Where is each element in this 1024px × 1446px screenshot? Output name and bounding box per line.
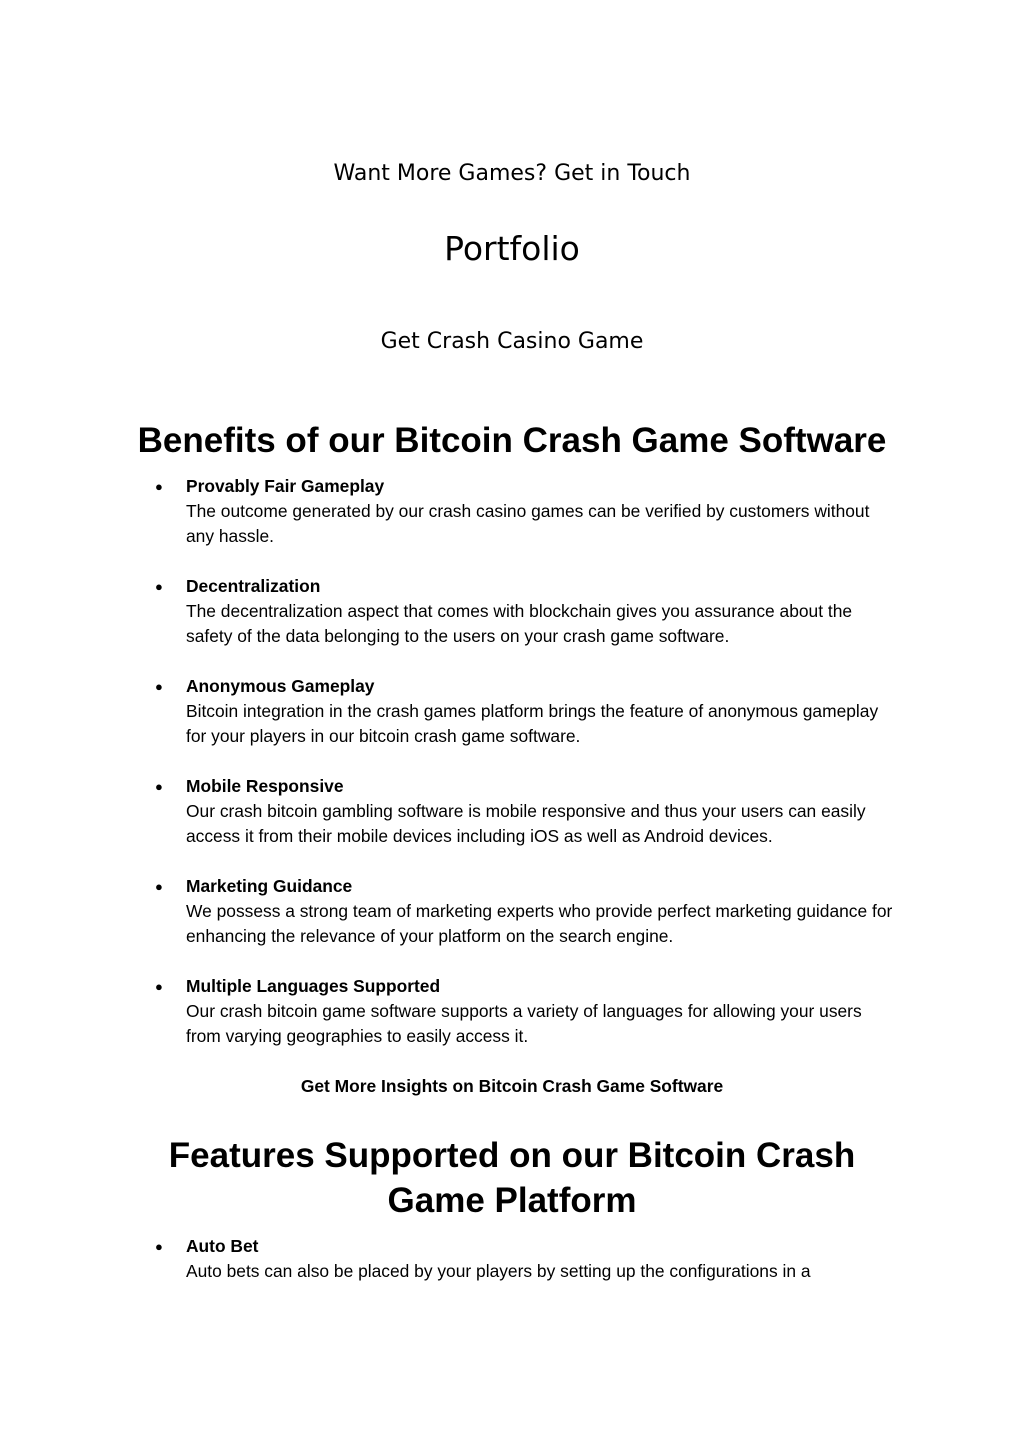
item-description: Bitcoin integration in the crash games platform brings the feature of anonymous gameplay for your players in our bitcoin crash game software. [186,701,879,746]
benefits-list [0,474,1024,1074]
list-item [0,874,1024,949]
features-list [0,1234,1024,1309]
item-title: Decentralization [186,576,321,596]
item-title: Multiple Languages Supported [186,976,441,996]
heading-features: Features Supported on our Bitcoin Crash Game Platform [168,1136,856,1220]
list-item [0,674,1024,749]
item-title: Mobile Responsive [186,776,344,796]
bullet-icon: ● [155,979,163,994]
list-item [0,474,1024,549]
item-description: We possess a strong team of marketing experts who provide perfect marketing guidance for enhancing the relevance of your platform on the search engine. [186,901,893,946]
list-item [0,1234,1024,1284]
bullet-icon: ● [155,879,163,894]
item-title: Anonymous Gameplay [186,676,375,696]
link-portfolio[interactable]: Portfolio [444,229,580,268]
bullet-icon: ● [155,579,163,594]
list-item [0,574,1024,649]
item-description: The outcome generated by our crash casino games can be verified by customers without any hassle. [186,501,870,546]
item-title: Provably Fair Gameplay [186,476,385,496]
bullet-icon: ● [155,1239,163,1254]
list-item [0,974,1024,1049]
heading-benefits: Benefits of our Bitcoin Crash Game Software [137,421,887,460]
item-description: Our crash bitcoin game software supports a variety of languages for allowing your users from varying geographies to easily access it. [186,1001,862,1046]
bullet-icon: ● [155,679,163,694]
link-get-crash-casino-game[interactable]: Get Crash Casino Game [380,329,644,354]
link-want-more-games[interactable]: Want More Games? Get in Touch [333,161,691,186]
item-description: Auto bets can also be placed by your players by setting up the configurations in a [186,1261,811,1281]
link-more-insights[interactable]: Get More Insights on Bitcoin Crash Game Software [300,1076,724,1096]
bullet-icon: ● [155,479,163,494]
item-description: Our crash bitcoin gambling software is mobile responsive and thus your users can easily access it from their mobile devices including iOS as well as Android devices. [186,801,866,846]
item-title: Marketing Guidance [186,876,353,896]
item-title: Auto Bet [186,1236,259,1256]
list-item [0,774,1024,849]
item-description: The decentralization aspect that comes with blockchain gives you assurance about the safety of the data belonging to the users on your crash game software. [186,601,853,646]
bullet-icon: ● [155,779,163,794]
